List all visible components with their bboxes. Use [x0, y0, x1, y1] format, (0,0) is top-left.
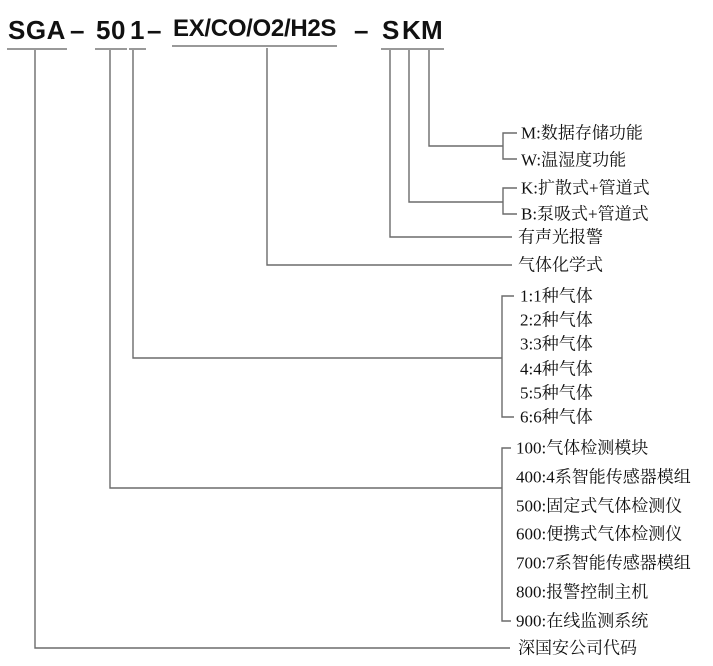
label-gas-count-6: 6:6种气体 [520, 407, 593, 427]
code-separator-1: – [70, 15, 85, 45]
label-m-data-storage: M:数据存储功能 [521, 123, 643, 143]
label-gas-count-5: 5:5种气体 [520, 383, 593, 403]
label-series-400: 400:4系智能传感器模组 [516, 467, 691, 487]
code-segment-option-m: M [420, 15, 444, 50]
label-company-code: 深国安公司代码 [518, 638, 637, 658]
label-b-pump: B:泵吸式+管道式 [521, 204, 649, 224]
bracket-gas-counts [502, 296, 514, 417]
label-series-500: 500:固定式气体检测仪 [516, 496, 683, 516]
code-separator-3: – [354, 15, 369, 45]
connector-gas-count-digit [133, 48, 502, 358]
label-gas-count-1: 1:1种气体 [520, 286, 593, 306]
label-gas-count-4: 4:4种气体 [520, 359, 593, 379]
code-segment-option-k: K [401, 15, 422, 50]
connector-series-digits [110, 48, 502, 488]
label-series-900: 900:在线监测系统 [516, 611, 649, 631]
code-segment-option-s: S [381, 15, 401, 50]
code-segment-gases: EX/CO/O2/H2S [172, 15, 337, 47]
connector-company-code [35, 48, 510, 648]
label-k-diffusion: K:扩散式+管道式 [521, 178, 650, 198]
code-segment-company: SGA [7, 15, 67, 50]
label-series-600: 600:便携式气体检测仪 [516, 524, 683, 544]
label-sound-light-alarm: 有声光报警 [518, 227, 603, 247]
bracket-mw [503, 133, 517, 159]
code-separator-2: – [147, 15, 162, 45]
label-gas-count-2: 2:2种气体 [520, 310, 593, 330]
code-segment-series: 50 [95, 15, 127, 50]
connector-option-k [409, 48, 503, 202]
code-segment-gas-count: 1 [129, 15, 146, 50]
label-series-100: 100:气体检测模块 [516, 438, 649, 458]
bracket-series-codes [502, 448, 511, 621]
bracket-kb [503, 188, 517, 214]
label-w-temp-humidity: W:温湿度功能 [521, 150, 627, 170]
label-gas-count-3: 3:3种气体 [520, 334, 593, 354]
connector-option-m [429, 48, 503, 146]
label-gas-chemical-formula: 气体化学式 [518, 255, 603, 275]
label-series-800: 800:报警控制主机 [516, 582, 649, 602]
label-series-700: 700:7系智能传感器模组 [516, 553, 691, 573]
